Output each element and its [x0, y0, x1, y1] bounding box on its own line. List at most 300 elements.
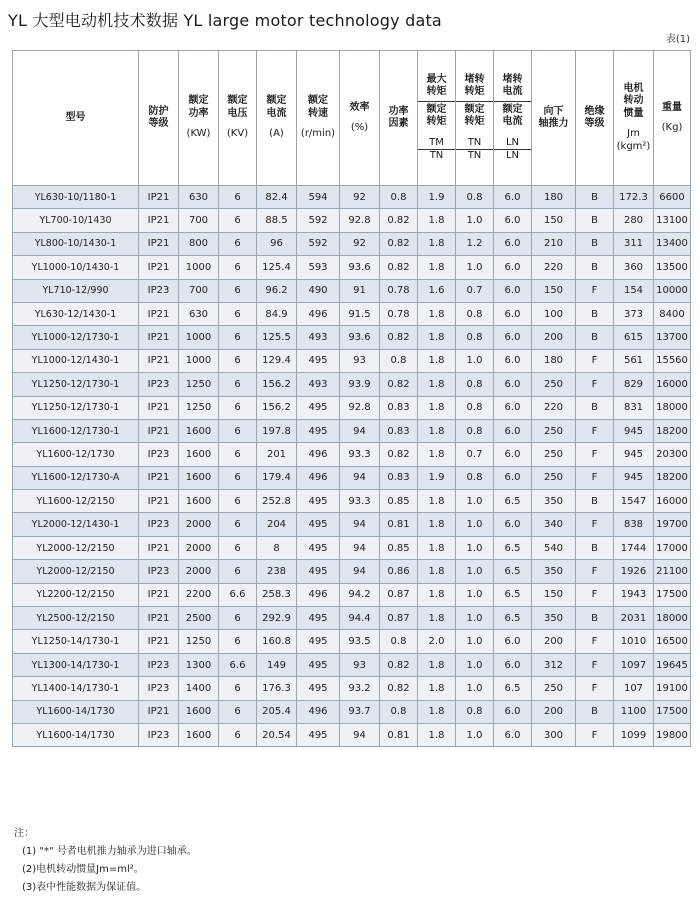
- cell-locked-current-ratio: 6.0: [494, 279, 532, 302]
- cell-voltage: 6.6: [219, 583, 257, 606]
- cell-weight: 18000: [654, 396, 691, 419]
- cell-locked-current-ratio: 6.5: [494, 536, 532, 559]
- motor-data-table: [12, 50, 691, 747]
- header-locked-current: 堵转 电流 额定 电流 LN LN: [494, 51, 532, 186]
- cell-max-torque-ratio: 1.8: [418, 653, 456, 676]
- cell-power-factor: 0.82: [380, 209, 418, 232]
- cell-insulation: B: [576, 396, 614, 419]
- table-row: [13, 466, 691, 489]
- cell-power-factor: 0.82: [380, 256, 418, 279]
- cell-power: 1250: [179, 373, 219, 396]
- cell-voltage: 6: [219, 490, 257, 513]
- cell-max-torque-ratio: 2.0: [418, 630, 456, 653]
- cell-max-torque-ratio: 1.8: [418, 326, 456, 349]
- header-efficiency: 效率 (%): [340, 51, 380, 186]
- cell-speed: 493: [297, 373, 340, 396]
- cell-model: YL2000-12/2150: [13, 536, 139, 559]
- cell-current: 82.4: [257, 186, 297, 209]
- table-row: [13, 700, 691, 723]
- cell-thrust: 350: [532, 607, 576, 630]
- cell-max-torque-ratio: 1.8: [418, 373, 456, 396]
- cell-voltage: 6: [219, 186, 257, 209]
- cell-locked-current-ratio: 6.0: [494, 302, 532, 325]
- cell-insulation: B: [576, 209, 614, 232]
- cell-current: 201: [257, 443, 297, 466]
- header-max-torque: 最大 转矩 额定 转矩 TM TN: [418, 51, 456, 186]
- cell-protection: IP21: [139, 302, 179, 325]
- cell-model: YL2500-12/2150: [13, 607, 139, 630]
- cell-model: YL1250-12/1730-1: [13, 373, 139, 396]
- cell-model: YL2000-12/2150: [13, 560, 139, 583]
- cell-locked-torque-ratio: 1.0: [456, 677, 494, 700]
- cell-current: 96: [257, 232, 297, 255]
- cell-model: YL710-12/990: [13, 279, 139, 302]
- cell-voltage: 6: [219, 466, 257, 489]
- cell-insulation: F: [576, 373, 614, 396]
- cell-speed: 496: [297, 700, 340, 723]
- cell-speed: 592: [297, 209, 340, 232]
- table-number: 表(1): [665, 34, 690, 45]
- cell-power: 1600: [179, 443, 219, 466]
- cell-protection: IP23: [139, 723, 179, 746]
- cell-protection: IP21: [139, 396, 179, 419]
- cell-model: YL630-12/1430-1: [13, 302, 139, 325]
- cell-current: 125.5: [257, 326, 297, 349]
- cell-max-torque-ratio: 1.8: [418, 536, 456, 559]
- cell-power-factor: 0.85: [380, 536, 418, 559]
- cell-power-factor: 0.82: [380, 373, 418, 396]
- cell-locked-torque-ratio: 1.2: [456, 232, 494, 255]
- cell-inertia: 1547: [614, 490, 654, 513]
- cell-locked-current-ratio: 6.0: [494, 232, 532, 255]
- header-voltage: 额定 电压 (KV): [219, 51, 257, 186]
- cell-current: 149: [257, 653, 297, 676]
- cell-locked-torque-ratio: 1.0: [456, 607, 494, 630]
- cell-voltage: 6.6: [219, 653, 257, 676]
- cell-locked-torque-ratio: 0.8: [456, 373, 494, 396]
- table-row: [13, 326, 691, 349]
- cell-efficiency: 93.3: [340, 443, 380, 466]
- cell-current: 84.9: [257, 302, 297, 325]
- cell-protection: IP23: [139, 373, 179, 396]
- notes-label: 注：: [14, 828, 34, 839]
- cell-power: 1600: [179, 700, 219, 723]
- cell-power-factor: 0.81: [380, 513, 418, 536]
- cell-model: YL1000-12/1430-1: [13, 349, 139, 372]
- table-header-row: [13, 51, 691, 186]
- cell-locked-torque-ratio: 1.0: [456, 723, 494, 746]
- cell-protection: IP23: [139, 513, 179, 536]
- cell-inertia: 945: [614, 419, 654, 442]
- cell-power-factor: 0.83: [380, 419, 418, 442]
- cell-protection: IP21: [139, 186, 179, 209]
- cell-efficiency: 92.8: [340, 209, 380, 232]
- cell-current: 20.54: [257, 723, 297, 746]
- cell-locked-torque-ratio: 0.8: [456, 419, 494, 442]
- cell-locked-current-ratio: 6.0: [494, 373, 532, 396]
- cell-efficiency: 93.3: [340, 490, 380, 513]
- cell-weight: 20300: [654, 443, 691, 466]
- table-row: [13, 419, 691, 442]
- cell-weight: 18200: [654, 419, 691, 442]
- cell-voltage: 6: [219, 326, 257, 349]
- cell-voltage: 6: [219, 232, 257, 255]
- cell-inertia: 1744: [614, 536, 654, 559]
- cell-speed: 495: [297, 607, 340, 630]
- cell-efficiency: 94.4: [340, 607, 380, 630]
- cell-power: 2000: [179, 560, 219, 583]
- cell-voltage: 6: [219, 419, 257, 442]
- cell-locked-current-ratio: 6.0: [494, 466, 532, 489]
- cell-weight: 16500: [654, 630, 691, 653]
- cell-thrust: 200: [532, 630, 576, 653]
- table-row: [13, 209, 691, 232]
- cell-weight: 17500: [654, 583, 691, 606]
- cell-thrust: 180: [532, 349, 576, 372]
- cell-voltage: 6: [219, 373, 257, 396]
- cell-max-torque-ratio: 1.8: [418, 490, 456, 513]
- cell-inertia: 945: [614, 443, 654, 466]
- cell-insulation: F: [576, 630, 614, 653]
- table-row: [13, 630, 691, 653]
- cell-locked-current-ratio: 6.0: [494, 326, 532, 349]
- header-inertia: 电机 转动 惯量 Jm (kgm²): [614, 51, 654, 186]
- cell-power-factor: 0.8: [380, 630, 418, 653]
- cell-speed: 495: [297, 536, 340, 559]
- cell-speed: 495: [297, 490, 340, 513]
- cell-voltage: 6: [219, 677, 257, 700]
- cell-locked-torque-ratio: 1.0: [456, 560, 494, 583]
- table-row: [13, 560, 691, 583]
- cell-insulation: F: [576, 677, 614, 700]
- table-row: [13, 653, 691, 676]
- cell-efficiency: 93.7: [340, 700, 380, 723]
- cell-weight: 13100: [654, 209, 691, 232]
- cell-locked-torque-ratio: 0.8: [456, 302, 494, 325]
- cell-speed: 496: [297, 443, 340, 466]
- cell-current: 156.2: [257, 396, 297, 419]
- cell-voltage: 6: [219, 302, 257, 325]
- header-power-factor: 功率 因素: [380, 51, 418, 186]
- cell-efficiency: 91: [340, 279, 380, 302]
- cell-weight: 16000: [654, 490, 691, 513]
- cell-protection: IP23: [139, 279, 179, 302]
- cell-protection: IP23: [139, 443, 179, 466]
- cell-locked-current-ratio: 6.0: [494, 396, 532, 419]
- cell-thrust: 340: [532, 513, 576, 536]
- table-row: [13, 443, 691, 466]
- cell-model: YL1300-14/1730-1: [13, 653, 139, 676]
- table-row: [13, 723, 691, 746]
- table-row: [13, 373, 691, 396]
- cell-current: 176.3: [257, 677, 297, 700]
- cell-efficiency: 93.2: [340, 677, 380, 700]
- cell-efficiency: 93.5: [340, 630, 380, 653]
- cell-model: YL2000-12/1430-1: [13, 513, 139, 536]
- cell-power-factor: 0.87: [380, 583, 418, 606]
- cell-locked-torque-ratio: 1.0: [456, 209, 494, 232]
- cell-insulation: B: [576, 607, 614, 630]
- cell-model: YL800-10/1430-1: [13, 232, 139, 255]
- cell-current: 204: [257, 513, 297, 536]
- cell-thrust: 200: [532, 326, 576, 349]
- cell-current: 125.4: [257, 256, 297, 279]
- cell-power-factor: 0.85: [380, 490, 418, 513]
- cell-max-torque-ratio: 1.8: [418, 302, 456, 325]
- cell-max-torque-ratio: 1.8: [418, 349, 456, 372]
- header-thrust: 向下 轴推力: [532, 51, 576, 186]
- cell-current: 179.4: [257, 466, 297, 489]
- cell-power-factor: 0.78: [380, 279, 418, 302]
- cell-power-factor: 0.83: [380, 396, 418, 419]
- cell-power: 1300: [179, 653, 219, 676]
- cell-voltage: 6: [219, 630, 257, 653]
- cell-power-factor: 0.78: [380, 302, 418, 325]
- cell-power-factor: 0.83: [380, 466, 418, 489]
- cell-model: YL630-10/1180-1: [13, 186, 139, 209]
- table-row: [13, 490, 691, 513]
- cell-locked-current-ratio: 6.0: [494, 256, 532, 279]
- cell-efficiency: 94: [340, 536, 380, 559]
- cell-inertia: 561: [614, 349, 654, 372]
- cell-locked-current-ratio: 6.0: [494, 630, 532, 653]
- cell-locked-current-ratio: 6.5: [494, 583, 532, 606]
- cell-max-torque-ratio: 1.8: [418, 700, 456, 723]
- header-protection: 防护 等级: [139, 51, 179, 186]
- header-insulation: 绝缘 等级: [576, 51, 614, 186]
- cell-inertia: 829: [614, 373, 654, 396]
- cell-model: YL1600-14/1730: [13, 723, 139, 746]
- cell-efficiency: 92: [340, 186, 380, 209]
- cell-power-factor: 0.82: [380, 653, 418, 676]
- cell-locked-current-ratio: 6.5: [494, 607, 532, 630]
- cell-thrust: 250: [532, 443, 576, 466]
- cell-power-factor: 0.8: [380, 349, 418, 372]
- header-power: 额定 功率 (KW): [179, 51, 219, 186]
- cell-weight: 19700: [654, 513, 691, 536]
- cell-power: 2200: [179, 583, 219, 606]
- cell-insulation: F: [576, 723, 614, 746]
- cell-speed: 495: [297, 419, 340, 442]
- cell-current: 292.9: [257, 607, 297, 630]
- cell-power-factor: 0.8: [380, 186, 418, 209]
- cell-power: 1000: [179, 256, 219, 279]
- cell-thrust: 540: [532, 536, 576, 559]
- cell-locked-torque-ratio: 1.0: [456, 349, 494, 372]
- cell-current: 238: [257, 560, 297, 583]
- cell-efficiency: 94: [340, 513, 380, 536]
- table-row: [13, 583, 691, 606]
- cell-insulation: B: [576, 256, 614, 279]
- cell-weight: 21100: [654, 560, 691, 583]
- cell-insulation: B: [576, 232, 614, 255]
- note-item: (3)表中性能数据为保证值。: [22, 882, 147, 893]
- notes-section: [14, 825, 197, 897]
- cell-protection: IP21: [139, 256, 179, 279]
- cell-weight: 13500: [654, 256, 691, 279]
- cell-inertia: 154: [614, 279, 654, 302]
- cell-locked-torque-ratio: 1.0: [456, 490, 494, 513]
- cell-max-torque-ratio: 1.8: [418, 723, 456, 746]
- table-row: [13, 186, 691, 209]
- cell-locked-torque-ratio: 1.0: [456, 256, 494, 279]
- cell-protection: IP21: [139, 490, 179, 513]
- cell-inertia: 360: [614, 256, 654, 279]
- cell-current: 252.8: [257, 490, 297, 513]
- cell-max-torque-ratio: 1.8: [418, 232, 456, 255]
- cell-power-factor: 0.82: [380, 326, 418, 349]
- cell-locked-torque-ratio: 0.8: [456, 700, 494, 723]
- cell-efficiency: 94.2: [340, 583, 380, 606]
- cell-speed: 593: [297, 256, 340, 279]
- cell-efficiency: 93: [340, 653, 380, 676]
- cell-thrust: 210: [532, 232, 576, 255]
- cell-thrust: 250: [532, 466, 576, 489]
- cell-power-factor: 0.82: [380, 232, 418, 255]
- cell-locked-current-ratio: 6.0: [494, 653, 532, 676]
- cell-speed: 495: [297, 677, 340, 700]
- header-weight: 重量 (Kg): [654, 51, 691, 186]
- cell-locked-current-ratio: 6.0: [494, 443, 532, 466]
- cell-power: 2000: [179, 536, 219, 559]
- cell-inertia: 1097: [614, 653, 654, 676]
- cell-current: 197.8: [257, 419, 297, 442]
- cell-efficiency: 93: [340, 349, 380, 372]
- cell-thrust: 350: [532, 490, 576, 513]
- cell-locked-current-ratio: 6.5: [494, 490, 532, 513]
- cell-thrust: 220: [532, 396, 576, 419]
- cell-locked-torque-ratio: 1.0: [456, 630, 494, 653]
- cell-speed: 495: [297, 560, 340, 583]
- cell-locked-torque-ratio: 0.8: [456, 186, 494, 209]
- cell-efficiency: 94: [340, 723, 380, 746]
- cell-voltage: 6: [219, 513, 257, 536]
- cell-locked-torque-ratio: 0.8: [456, 326, 494, 349]
- cell-power: 2500: [179, 607, 219, 630]
- cell-power: 630: [179, 186, 219, 209]
- table-row: [13, 607, 691, 630]
- cell-insulation: B: [576, 536, 614, 559]
- cell-power: 700: [179, 279, 219, 302]
- cell-inertia: 1099: [614, 723, 654, 746]
- cell-current: 205.4: [257, 700, 297, 723]
- cell-model: YL700-10/1430: [13, 209, 139, 232]
- cell-protection: IP21: [139, 209, 179, 232]
- table-row: [13, 232, 691, 255]
- note-item: (1) "*" 号者电机推力轴承为进口轴承。: [22, 846, 197, 857]
- cell-protection: IP21: [139, 232, 179, 255]
- cell-current: 8: [257, 536, 297, 559]
- cell-weight: 10000: [654, 279, 691, 302]
- cell-current: 160.8: [257, 630, 297, 653]
- cell-insulation: B: [576, 326, 614, 349]
- table-row: [13, 279, 691, 302]
- cell-model: YL1000-10/1430-1: [13, 256, 139, 279]
- cell-thrust: 150: [532, 279, 576, 302]
- table-row: [13, 677, 691, 700]
- cell-efficiency: 93.9: [340, 373, 380, 396]
- cell-power-factor: 0.86: [380, 560, 418, 583]
- cell-voltage: 6: [219, 396, 257, 419]
- cell-speed: 495: [297, 349, 340, 372]
- cell-insulation: B: [576, 700, 614, 723]
- cell-max-torque-ratio: 1.8: [418, 209, 456, 232]
- cell-protection: IP21: [139, 536, 179, 559]
- cell-speed: 496: [297, 583, 340, 606]
- cell-power: 1000: [179, 326, 219, 349]
- cell-locked-torque-ratio: 1.0: [456, 536, 494, 559]
- header-model: 型号: [13, 51, 139, 186]
- cell-protection: IP21: [139, 583, 179, 606]
- cell-weight: 17000: [654, 536, 691, 559]
- cell-power: 630: [179, 302, 219, 325]
- cell-power-factor: 0.8: [380, 700, 418, 723]
- cell-protection: IP23: [139, 653, 179, 676]
- table-body: [13, 186, 691, 747]
- cell-voltage: 6: [219, 209, 257, 232]
- cell-model: YL1600-12/1730: [13, 443, 139, 466]
- cell-power-factor: 0.81: [380, 723, 418, 746]
- cell-power: 700: [179, 209, 219, 232]
- cell-power-factor: 0.82: [380, 443, 418, 466]
- cell-efficiency: 92: [340, 232, 380, 255]
- note-item: (2)电机转动惯量Jm=ml²。: [22, 864, 144, 875]
- cell-weight: 19800: [654, 723, 691, 746]
- cell-speed: 495: [297, 653, 340, 676]
- cell-max-torque-ratio: 1.6: [418, 279, 456, 302]
- cell-thrust: 250: [532, 373, 576, 396]
- cell-speed: 490: [297, 279, 340, 302]
- cell-weight: 8400: [654, 302, 691, 325]
- cell-thrust: 150: [532, 583, 576, 606]
- cell-insulation: F: [576, 443, 614, 466]
- cell-protection: IP21: [139, 349, 179, 372]
- cell-thrust: 300: [532, 723, 576, 746]
- cell-inertia: 311: [614, 232, 654, 255]
- cell-inertia: 172.3: [614, 186, 654, 209]
- cell-current: 96.2: [257, 279, 297, 302]
- cell-inertia: 615: [614, 326, 654, 349]
- cell-locked-torque-ratio: 0.7: [456, 443, 494, 466]
- cell-speed: 592: [297, 232, 340, 255]
- cell-insulation: F: [576, 653, 614, 676]
- cell-model: YL1250-14/1730-1: [13, 630, 139, 653]
- header-speed: 额定 转速 (r/min): [297, 51, 340, 186]
- header-current: 额定 电流 (A): [257, 51, 297, 186]
- cell-inertia: 1100: [614, 700, 654, 723]
- cell-weight: 19100: [654, 677, 691, 700]
- cell-current: 129.4: [257, 349, 297, 372]
- cell-thrust: 200: [532, 700, 576, 723]
- cell-inertia: 1010: [614, 630, 654, 653]
- cell-inertia: 838: [614, 513, 654, 536]
- cell-max-torque-ratio: 1.8: [418, 443, 456, 466]
- cell-inertia: 1943: [614, 583, 654, 606]
- cell-speed: 495: [297, 513, 340, 536]
- cell-weight: 18200: [654, 466, 691, 489]
- cell-efficiency: 92.8: [340, 396, 380, 419]
- cell-power: 1400: [179, 677, 219, 700]
- cell-protection: IP23: [139, 560, 179, 583]
- cell-power: 1600: [179, 466, 219, 489]
- cell-locked-current-ratio: 6.5: [494, 560, 532, 583]
- cell-locked-torque-ratio: 1.0: [456, 513, 494, 536]
- cell-current: 88.5: [257, 209, 297, 232]
- cell-weight: 6600: [654, 186, 691, 209]
- cell-power-factor: 0.82: [380, 677, 418, 700]
- cell-current: 258.3: [257, 583, 297, 606]
- table-row: [13, 256, 691, 279]
